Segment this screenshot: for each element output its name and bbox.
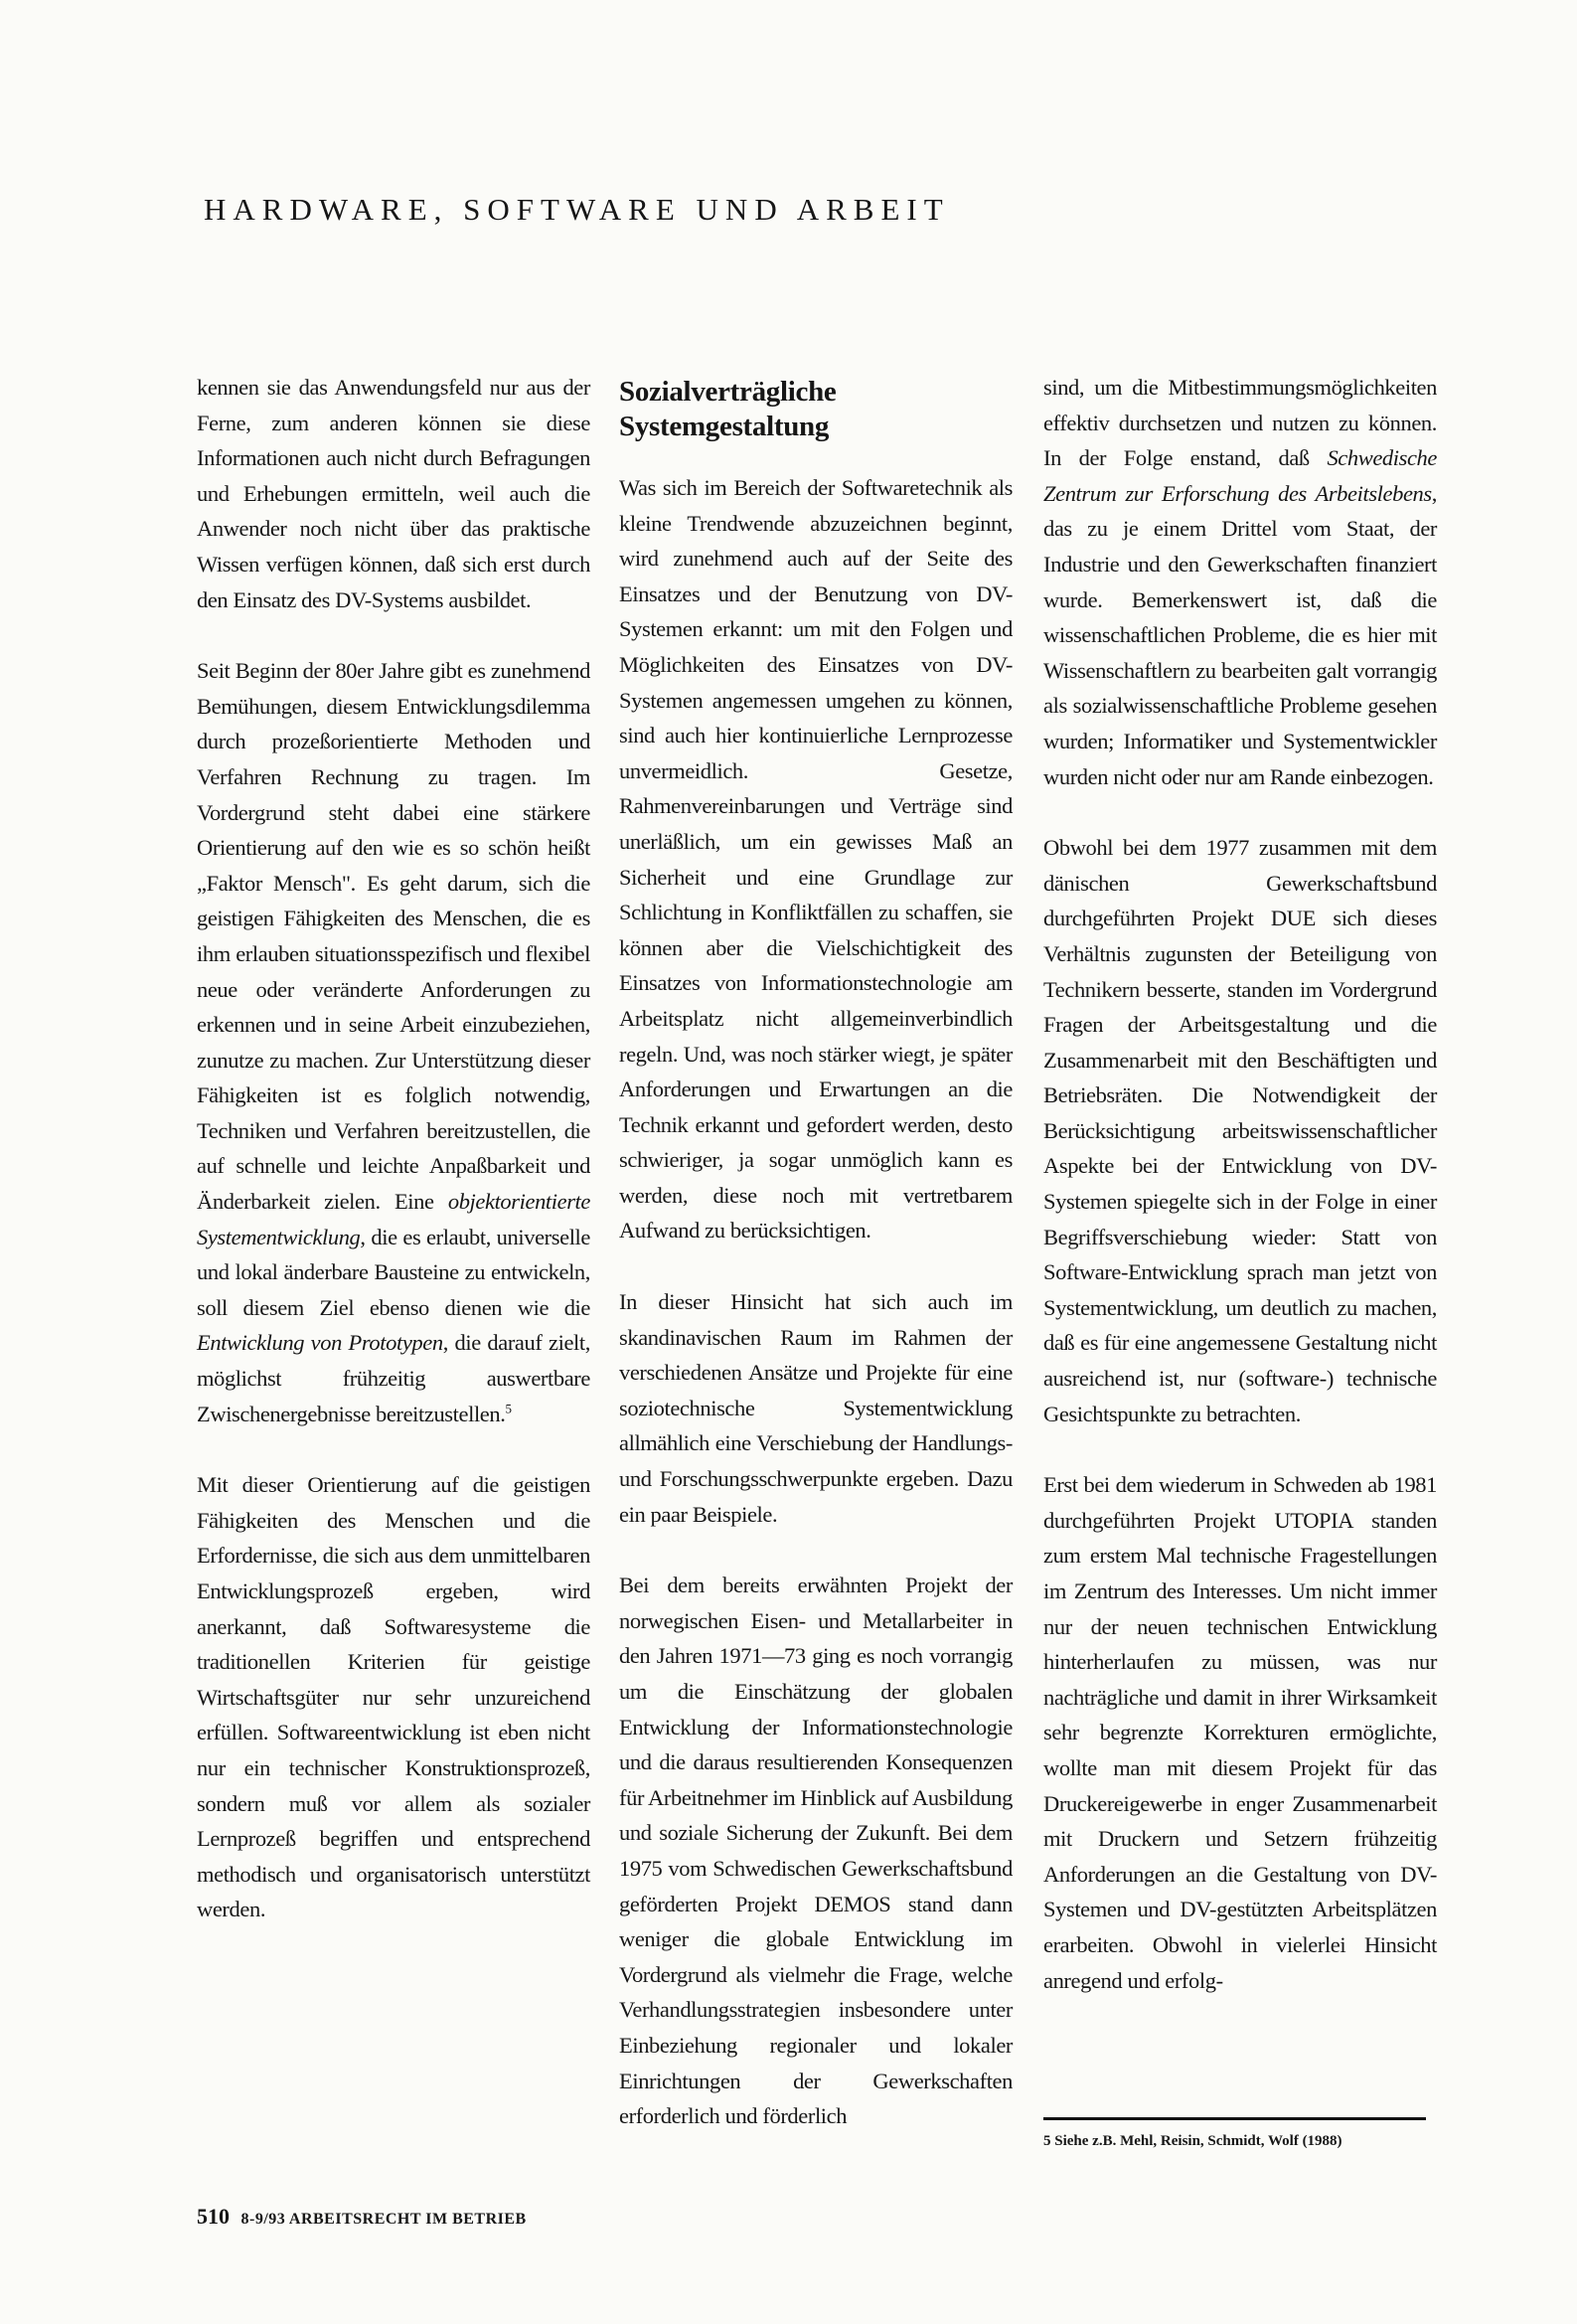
footnote-ref: 5 [505,1401,512,1416]
paragraph [197,653,590,1431]
emphasis-term: Schwedische Zentrum zur Erforschung des Arbeitslebens [1043,445,1437,506]
footnote: 5 Siehe z.B. Mehl, Reisin, Schmidt, Wolf (1988) [1043,2133,1342,2149]
paragraph: Obwohl bei dem 1977 zusammen mit dem dänischen Gewerkschaftsbund durchgeführten Projekt DUE sich dieses Verhältnis zugunsten der Beteiligung von Technikern besserte, standen im Vordergrund Fragen der Arbeitsgestaltung und die Zusammenarbeit mit den Beschäftigten und Betriebsräten. Die Notwendigkeit der Berücksichtigung arbeitswissenschaftlicher Aspekte bei der Entwicklung von DV-Systemen spiegelte sich in der Folge in einer Begriffsverschiebung wieder: Statt von Software-Entwicklung sprach man jetzt von Systementwicklung, um deutlich zu machen, daß es für eine angemessene Gestaltung nicht ausreichend ist, nur (software-) technische Gesichtspunkte zu betrachten. [1043,835,1437,1426]
text-run: , die es erlaubt, universelle und lokal änderbare Bausteine zu entwickeln, soll diesem Ziel ebenso dienen wie die [197,1224,590,1320]
text-run: , die darauf zielt, möglichst frühzeitig auswertbare Zwischenergebnisse bereitzustellen. [197,1330,590,1426]
paragraph: Erst bei dem wiederum in Schweden ab 1981 durchgeführten Projekt UTOPIA standen zum erstem Mal technische Fragestellungen im Zentrum des Interesses. Um nicht immer nur der neuen technischen Entwicklung hinterherlaufen zu müssen, was nur nachträgliche und damit in ihrer Wirksamkeit sehr begrenzte Korrekturen ermöglichte, wollte man mit diesem Projekt für das Druckereigewerbe in enger Zusammenarbeit mit Druckern und Setzern frühzeitig Anforderungen an die Gestaltung von DV-Systemen und DV-gestützten Arbeitsplätzen erarbeiten. Obwohl in vielerlei Hinsicht anregend und erfolg- [1043,1472,1437,1993]
page-footer [197,2204,527,2230]
journal-issue: 8-9/93 ARBEITSRECHT IM BETRIEB [240,2211,527,2228]
text-column-2 [619,370,1013,2170]
text-column-1 [197,370,590,1963]
paragraph: Was sich im Bereich der Softwaretechnik als kleine Trendwende abzuzeichnen beginnt, wird zunehmend auch auf der Seite des Einsatzes und der Benutzung von DV-Systemen erkannt: um mit den Folgen und Möglichkeiten des Einsatzes von DV-Systemen angemessen umgehen zu können, sind auch hier kontinuierliche Lernprozesse unvermeidlich. Gesetze, Rahmenvereinbarungen und Verträge sind unerläßlich, um ein gewisses Maß an Sicherheit und eine Grundlage zur Schlichtung in Konfliktfällen zu schaffen, sie können aber die Vielschichtigkeit des Einsatzes von Informationstechnologie am Arbeitsplatz nicht allgemeinverbindlich regeln. Und, was noch stärker wiegt, je später Anforderungen und Erwartungen an die Technik erkannt und gefordert werden, desto schwieriger, ja sogar unmöglich kann es werden, diese noch mit vertretbarem Aufwand zu berücksichtigen. [619,475,1013,1244]
text-run: , das zu je einem Drittel vom Staat, der Industrie und den Gewerkschaften finanziert wurde. Bemerkenswert ist, daß die wissenschaftlichen Probleme, die es hier mit Wissenschaftlern zu bearbeiten galt vorrangig als sozialwissenschaftliche Probleme gesehen wurden; Informatiker und Systementwickler wurden nicht oder nur am Rande einbezogen. [1043,480,1437,789]
heading-line: Sozialverträgliche [619,376,837,408]
text-run: Seit Beginn der 80er Jahre gibt es zunehmend Bemühungen, diesem Entwicklungsdilemma durch prozeßorientierte Methoden und Verfahren Rechnung zu tragen. Im Vordergrund steht dabei eine stärkere Orientierung auf den wie es so schön heißt „Faktor Mensch". Es geht darum, sich die geistigen Fähigkeiten des Menschen, die es ihm erlauben situationsspezifisch und flexibel neue oder veränderte Anforderungen zu erkennen und in seine Arbeit einzubeziehen, zunutze zu machen. Zur Unterstützung dieser Fähigkeiten ist es folglich notwendig, Techniken und Verfahren bereitzustellen, die auf schnelle und leichte Anpaßbarkeit und Änderbarkeit zielen. Eine [197,658,590,1215]
text-column-3 [1043,370,1437,2034]
paragraph: Mit dieser Orientierung auf die geistigen Fähigkeiten des Menschen und die Erfordernisse, die sich aus dem unmittelbaren Entwicklungsprozeß ergeben, wird anerkannt, daß Softwaresysteme die traditionellen Kriterien für geistige Wirtschaftsgüter nur sehr unzureichend erfüllen. Softwareentwicklung ist eben nicht nur ein technischer Konstruktionsprozeß, sondern muß vor allem als sozialer Lernprozeß begriffen und entsprechend methodisch und organisatorisch unterstützt werden. [197,1472,590,1922]
section-heading [619,375,1013,444]
running-header: HARDWARE, SOFTWARE UND ARBEIT [204,192,950,227]
emphasis-term: Entwicklung von Prototypen [197,1330,443,1356]
page-number: 510 [197,2204,230,2229]
emphasis-term: objektorientierte Systementwicklung [197,1189,590,1249]
paragraph [1043,370,1437,794]
heading-line: Systemgestaltung [619,411,830,442]
text-run: sind, um die Mitbestimmungsmöglichkeiten effektiv durchsetzen und nutzen zu können. In der Folge enstand, daß [1043,375,1437,471]
footnote-divider [1043,2117,1426,2120]
paragraph: kennen sie das Anwendungsfeld nur aus der Ferne, zum anderen können sie diese Informationen auch nicht durch Befragungen und Erhebungen ermitteln, weil auch die Anwender noch nicht über das praktische Wissen verfügen können, daß sich erst durch den Einsatz des DV-Systems ausbildet. [197,375,590,612]
paragraph: In dieser Hinsicht hat sich auch im skandinavischen Raum im Rahmen der verschiedenen Ansätze und Projekte für eine soziotechnische Systementwicklung allmählich eine Verschiebung der Handlungs- und Forschungsschwerpunkte ergeben. Dazu ein paar Beispiele. [619,1289,1013,1527]
paragraph: Bei dem bereits erwähnten Projekt der norwegischen Eisen- und Metallarbeiter in den Jahren 1971—73 ging es noch vorrangig um die Einschätzung der globalen Entwicklung der Informationstechnologie und die daraus resultierenden Konsequenzen für Arbeitnehmer im Hinblick auf Ausbildung und soziale Sicherung der Zukunft. Bei dem 1975 vom Schwedischen Gewerkschaftsbund geförderten Projekt DEMOS stand dann weniger die globale Entwicklung im Vordergrund als vielmehr die Frage, welche Verhandlungsstrategien insbesondere unter Einbeziehung regionaler und lokaler Einrichtungen der Gewerkschaften erforderlich und förderlich [619,1573,1013,2129]
